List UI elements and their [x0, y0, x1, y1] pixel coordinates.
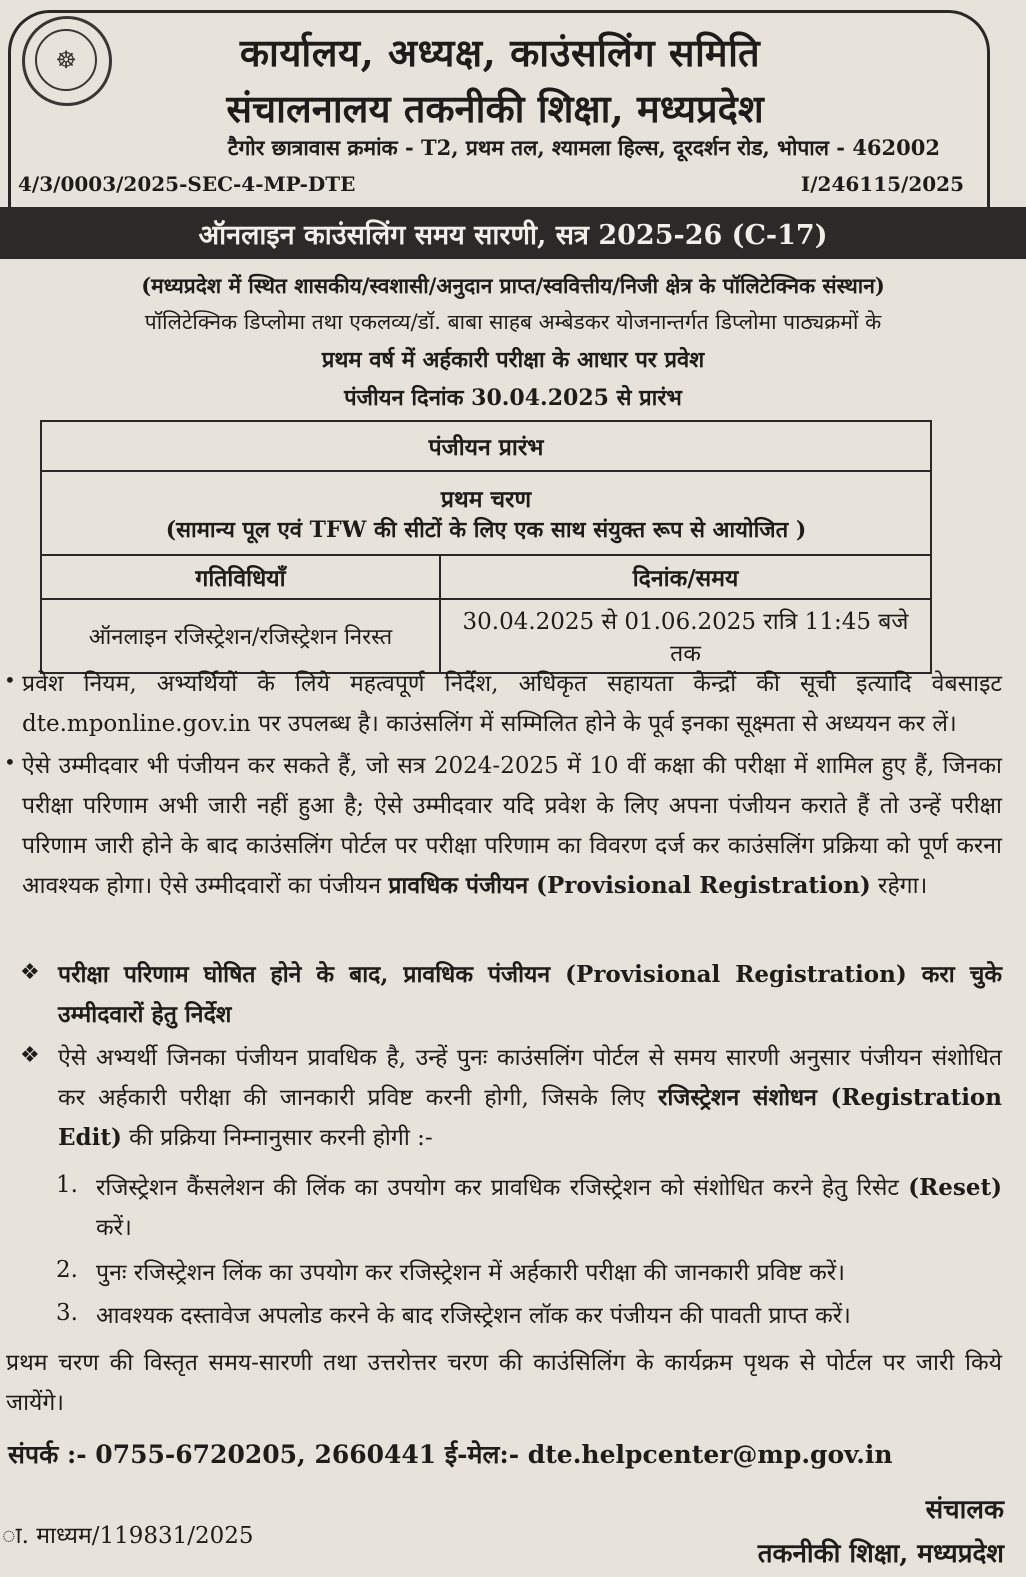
paragraph-website	[22, 664, 1002, 744]
signatory-title: संचालक	[925, 1495, 1004, 1525]
paragraph-provisional	[22, 746, 1002, 906]
emblem-inner-icon: ☸	[35, 29, 97, 91]
step-2: पुनः रजिस्ट्रेशन लिंक का उपयोग कर रजिस्ट्रेशन में अर्हकारी परीक्षा की जानकारी प्रविष्ट करें।	[96, 1260, 845, 1286]
step-1-end: करें।	[96, 1215, 132, 1241]
instruction-heading: परीक्षा परिणाम घोषित होने के बाद, प्रावधिक पंजीयन (Provisional Registration) करा चुके उम्मीदवारों हेतु निर्देश	[58, 961, 1002, 1028]
bullet-dot-icon: •	[4, 668, 16, 692]
paragraph-registration-edit-text: ऐसे अभ्यर्थी जिनका पंजीयन प्रावधिक है, उन्हें पुनः काउंसलिंग पोर्टल से समय सारणी अनुसार पंजीयन संशोधित कर अर्हकारी परीक्षा की जानकारी प्रविष्ट करनी होगी, जिसके लिए	[58, 1045, 1002, 1111]
contact-line: संपर्क :- 0755-6720205, 2660441 ई-मेल:- dte.helpcenter@mp.gov.in	[8, 1440, 893, 1469]
column-header-activity: गतिविधियाँ	[41, 555, 440, 599]
bullet-dot-icon: •	[4, 750, 16, 774]
paragraph-registration-edit-end: की प्रक्रिया निम्नानुसार करनी होगी :-	[129, 1125, 433, 1151]
schedule-banner: ऑनलाइन काउंसलिंग समय सारणी, सत्र 2025-26 (C-17)	[0, 207, 1026, 259]
intro-line-4: पंजीयन दिनांक 30.04.2025 से प्रारंभ	[344, 385, 682, 411]
diamond-bullet-icon: ❖	[20, 960, 40, 985]
publication-code: ा. माध्यम/119831/2025	[2, 1523, 254, 1549]
office-address: टैगोर छात्रावास क्रमांक - T2, प्रथम तल, श्यामला हिल्स, दूरदर्शन रोड, भोपाल - 462002	[227, 135, 940, 160]
table-row	[41, 599, 931, 673]
intro-line-3: प्रथम वर्ष में अर्हकारी परीक्षा के आधार पर प्रवेश	[321, 347, 705, 373]
directorate-title: संचालनालय तकनीकी शिक्षा, मध्यप्रदेश	[226, 86, 764, 131]
schedule-table	[40, 420, 932, 674]
emblem-icon	[22, 16, 112, 106]
table-phase	[41, 471, 931, 555]
step-3: आवश्यक दस्तावेज अपलोड करने के बाद रजिस्ट्रेशन लॉक कर पंजीयन की पावती प्राप्त करें।	[96, 1303, 851, 1329]
column-header-date: दिनांक/समय	[440, 555, 931, 599]
step-2-number: 2.	[56, 1257, 78, 1283]
table-heading: पंजीयन प्रारंभ	[41, 421, 931, 471]
row-activity: ऑनलाइन रजिस्ट्रेशन/रजिस्ट्रेशन निरस्त	[41, 599, 440, 673]
step-1-number: 1.	[56, 1172, 78, 1198]
step-1-text: रजिस्ट्रेशन कैंसलेशन की लिंक का उपयोग कर प्रावधिक रजिस्ट्रेशन को संशोधित करने हेतु रिसेट	[96, 1175, 900, 1201]
registration-edit-term: रजिस्ट्रेशन संशोधन (Registration Edit)	[58, 1084, 1002, 1151]
phase-note: (सामान्य पूल एवं TFW की सीटों के लिए एक साथ संयुक्त रूप से आयोजित )	[165, 517, 807, 543]
paragraph-provisional-text: ऐसे उम्मीदवार भी पंजीयन कर सकते हैं, जो सत्र 2024-2025 में 10 वीं कक्षा की परीक्षा में शामिल हुए हैं, जिनका परीक्षा परिणाम अभी जारी नहीं हुआ है; ऐसे उम्मीदवार यदि प्रवेश के लिए अपना पंजीयन कराते हैं तो उन्हें परीक्षा परिणाम जारी होने के बाद काउंसलिंग पोर्टल पर परीक्षा परिणाम का विवरण दर्ज कर काउंसलिंग प्रक्रिया को पूर्ण करना आवश्यक होगा। ऐसे उम्मीदवारों का पंजीयन	[22, 753, 1002, 899]
phase-label: प्रथम चरण	[440, 486, 532, 513]
diamond-bullet-icon: ❖	[20, 1043, 40, 1068]
signatory-department: तकनीकी शिक्षा, मध्यप्रदेश	[757, 1539, 1004, 1569]
step-1	[96, 1168, 1002, 1248]
intro-line-2: पॉलिटेक्निक डिप्लोमा तथा एकलव्य/डॉ. बाबा साहब अम्बेडकर योजनान्तर्गत डिप्लोमा पाठ्यक्रमों के	[144, 310, 882, 334]
office-title: कार्यालय, अध्यक्ष, काउंसलिंग समिति	[239, 30, 761, 75]
step-3-number: 3.	[56, 1300, 78, 1326]
reference-number-left: 4/3/0003/2025-SEC-4-MP-DTE	[18, 172, 356, 196]
paragraph-registration-edit	[58, 1038, 1002, 1158]
provisional-registration-term: प्रावधिक पंजीयन (Provisional Registration)	[388, 872, 871, 899]
reference-number-right: I/246115/2025	[800, 172, 964, 196]
row-date: 30.04.2025 से 01.06.2025 रात्रि 11:45 बजे तक	[440, 599, 931, 673]
paragraph-schedule-note: प्रथम चरण की विस्तृत समय-सारणी तथा उत्तरोत्तर चरण की काउंसिलिंग के कार्यक्रम पृथक से पोर्टल पर जारी किये जायेंगे।	[6, 1350, 1002, 1416]
paragraph-website-text: प्रवेश नियम, अभ्यर्थियों के लिये महत्वपूर्ण निर्देश, अधिकृत सहायता केन्द्रों की सूची इत्यादि वेबसाइट dte.mponline.gov.in पर उपलब्ध है। काउंसलिंग में सम्मिलित होने के पूर्व इनका सूक्ष्मता से अध्ययन कर लें।	[22, 671, 1002, 737]
intro-line-1: (मध्यप्रदेश में स्थित शासकीय/स्वशासी/अनुदान प्राप्त/स्ववित्तीय/निजी क्षेत्र के पॉलिटेक्निक संस्थान)	[141, 273, 885, 298]
reset-term: (Reset)	[908, 1174, 1003, 1201]
paragraph-provisional-end: रहेगा।	[878, 873, 928, 899]
